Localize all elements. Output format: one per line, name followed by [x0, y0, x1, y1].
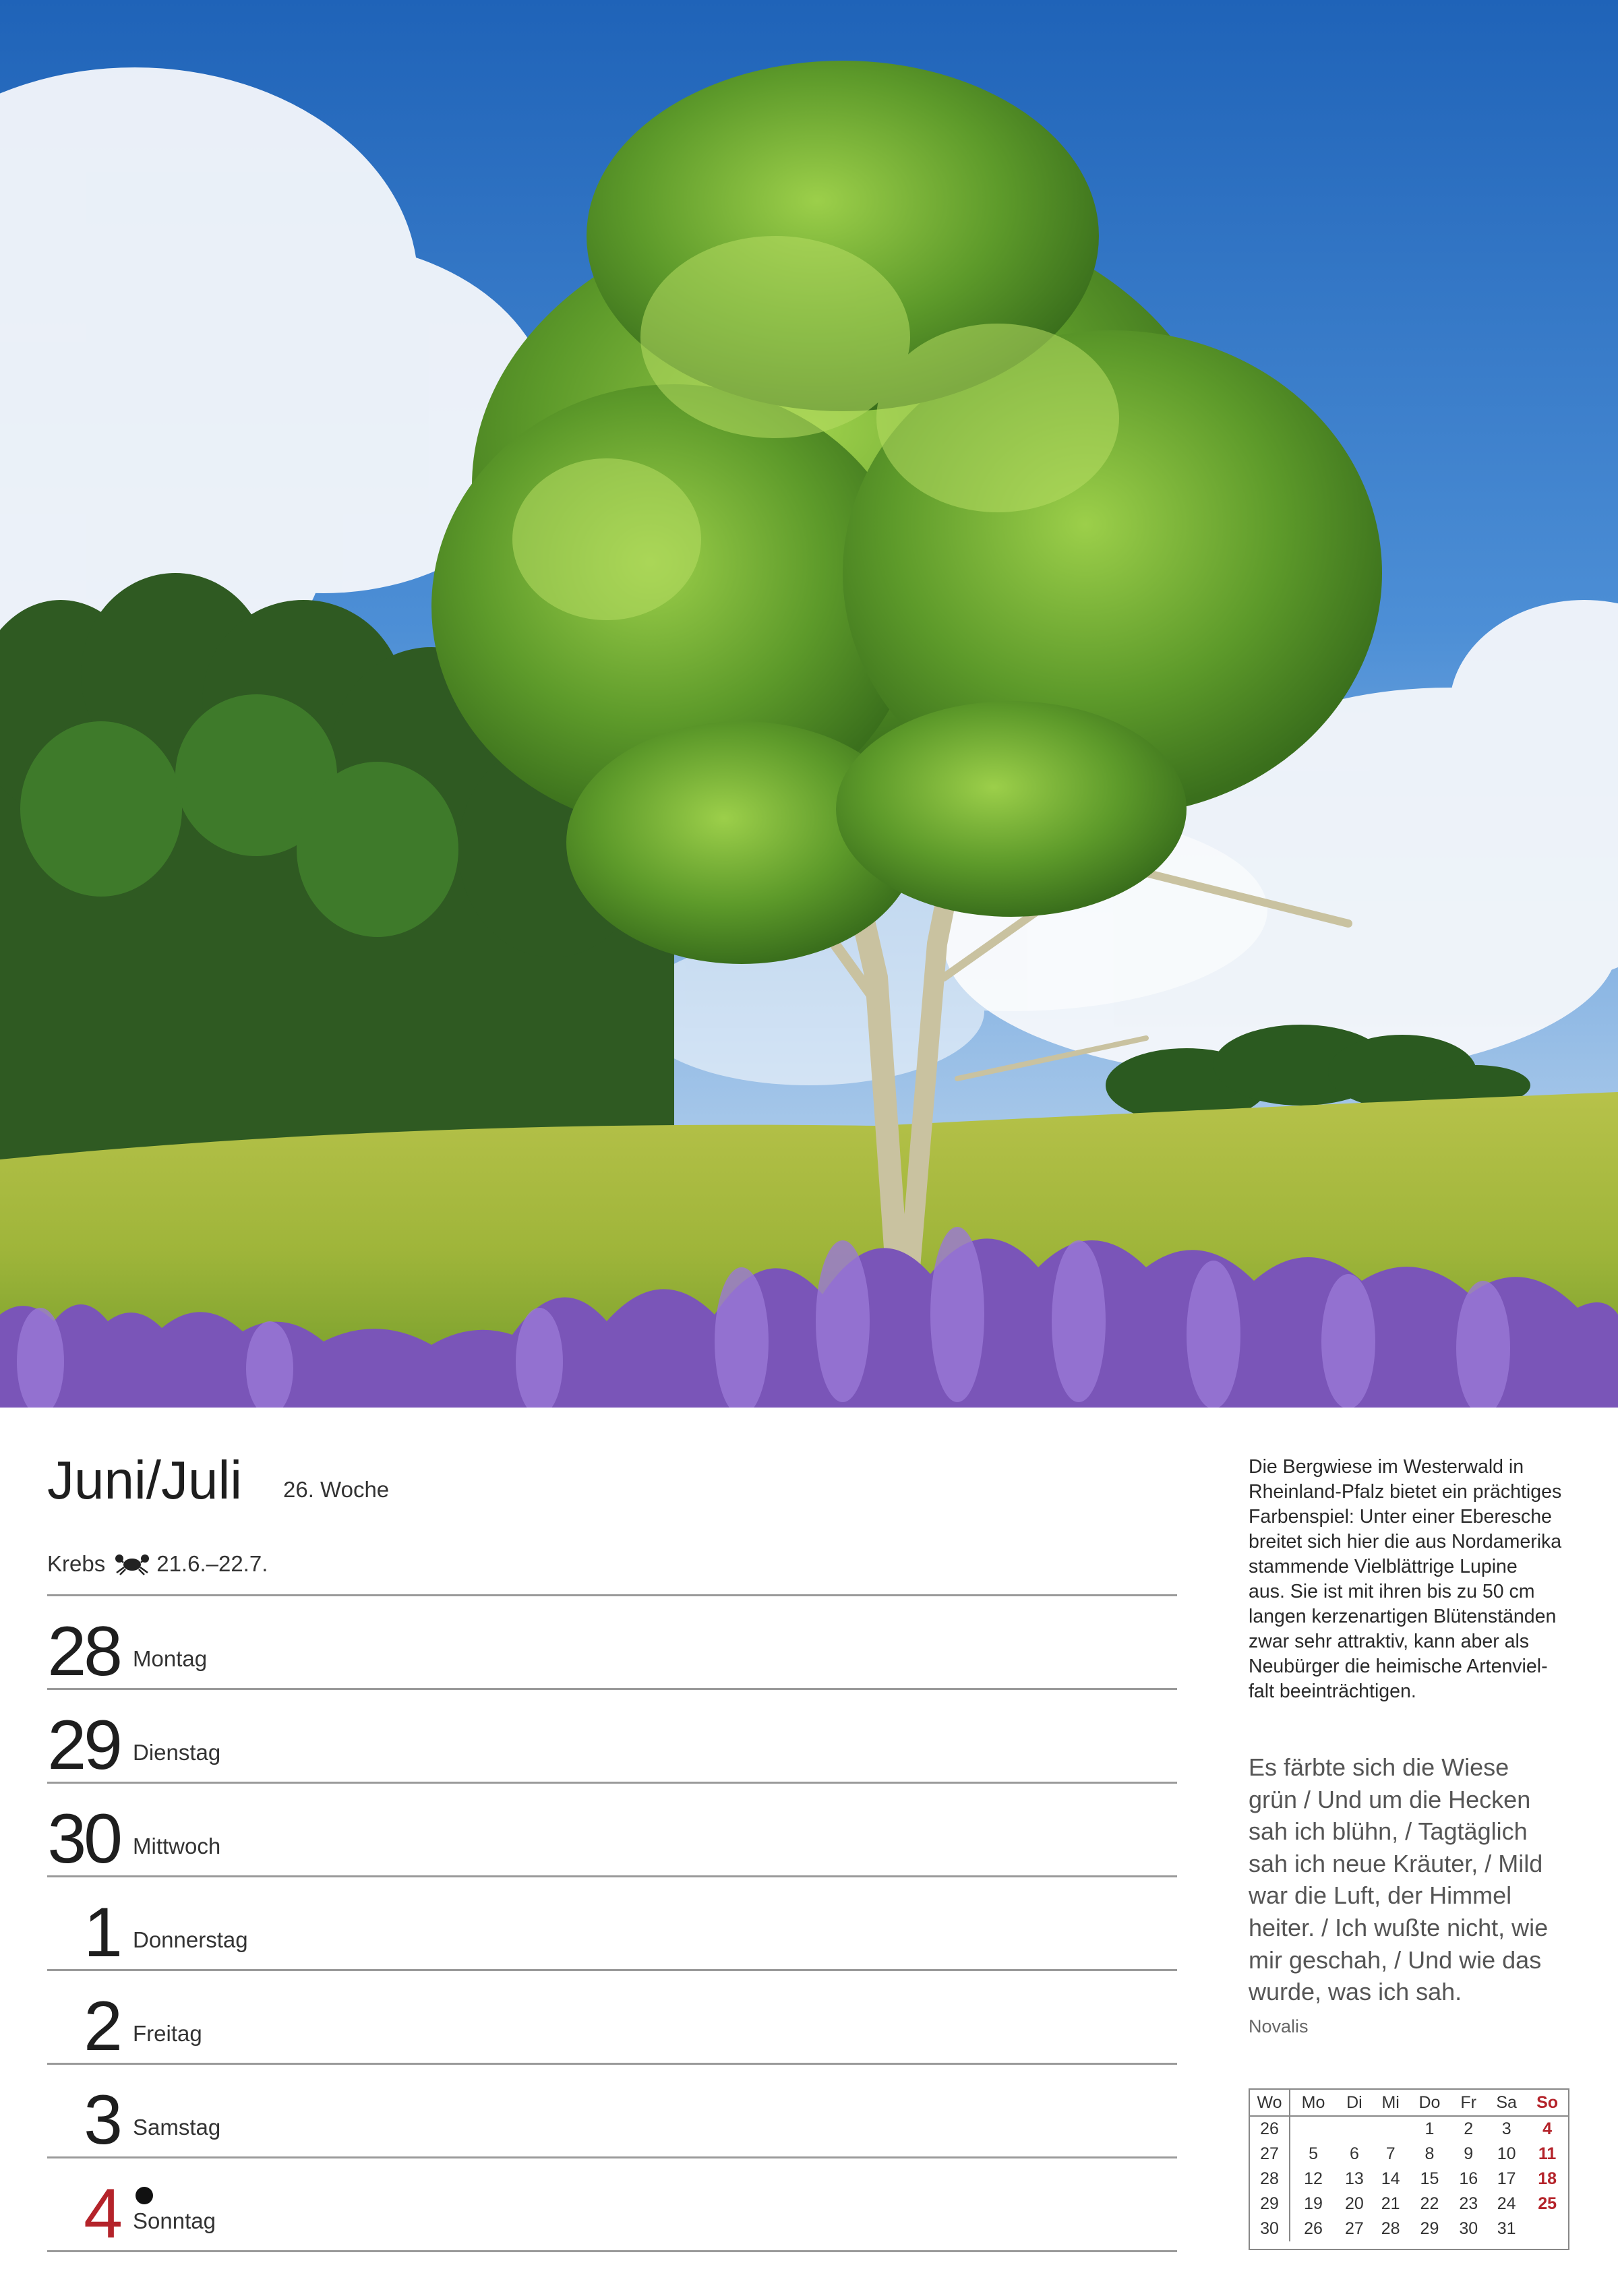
full-moon-icon: [136, 2187, 153, 2204]
zodiac-dates: 21.6.–22.7.: [156, 1551, 268, 1576]
text-line: Rheinland-Pfalz bietet ein prächtiges: [1249, 1481, 1562, 1503]
mini-calendar-day: [1373, 2116, 1409, 2142]
day-row[interactable]: [47, 2158, 1177, 2252]
mini-calendar-day: 23: [1459, 2194, 1478, 2213]
mini-calendar-day: 20: [1345, 2194, 1364, 2213]
mini-calendar-day: 25: [1538, 2194, 1557, 2213]
day-row[interactable]: [47, 1690, 1177, 1784]
text-line: falt beeinträchtigen.: [1249, 1681, 1416, 1702]
mini-calendar-week-number: 30: [1250, 2216, 1290, 2241]
mini-calendar-day: [1290, 2116, 1336, 2142]
day-row[interactable]: [47, 1596, 1177, 1690]
mini-calendar-day: 19: [1304, 2194, 1323, 2213]
mini-calendar-week: [1250, 2216, 1568, 2241]
zodiac-info: [47, 1550, 268, 1577]
mini-calendar-day: 18: [1538, 2169, 1557, 2188]
text-line: sah ich neue Kräuter, / Mild: [1249, 1849, 1543, 1877]
mini-calendar-day: 24: [1497, 2194, 1516, 2213]
mini-calendar-day: 30: [1459, 2219, 1478, 2238]
mini-calendar-day: 6: [1349, 2144, 1359, 2163]
weekday-name: Sonntag: [133, 2208, 216, 2233]
mini-calendar-day: 14: [1381, 2169, 1400, 2188]
mini-calendar-day: 8: [1425, 2144, 1435, 2163]
mini-calendar-day: 12: [1304, 2169, 1323, 2188]
mini-calendar-day: 10: [1497, 2144, 1516, 2163]
mini-calendar-header: [1250, 2090, 1568, 2116]
mini-calendar-week-number: 28: [1250, 2167, 1290, 2192]
mini-calendar-day: 3: [1501, 2119, 1511, 2138]
crab-icon: [113, 1552, 151, 1575]
text-line: aus. Sie ist mit ihren bis zu 50 cm: [1249, 1581, 1535, 1602]
photo-description: [1249, 1455, 1586, 1704]
text-line: war die Luft, der Himmel: [1249, 1881, 1512, 1910]
text-line: mir geschah, / Und wie das: [1249, 1945, 1542, 1974]
mini-calendar-day: 5: [1309, 2144, 1318, 2163]
weekday-name: Donnerstag: [133, 1927, 248, 1952]
mini-calendar-day: [1336, 2116, 1373, 2142]
mini-calendar-day: 9: [1464, 2144, 1474, 2163]
mini-calendar-day: 16: [1459, 2169, 1478, 2188]
text-line: Farbenspiel: Unter einer Eberesche: [1249, 1506, 1552, 1528]
mini-calendar-day: 28: [1381, 2219, 1400, 2238]
text-line: heiter. / Ich wußte nicht, wie: [1249, 1913, 1549, 1941]
mini-calendar-day: 13: [1345, 2169, 1364, 2188]
text-line: Neubürger die heimische Artenviel-: [1249, 1656, 1548, 1677]
day-number: 4: [84, 2175, 120, 2253]
mini-calendar-week-number: 29: [1250, 2192, 1290, 2216]
day-row[interactable]: [47, 1784, 1177, 1877]
mini-calendar-week: [1250, 2142, 1568, 2167]
day-row[interactable]: [47, 1971, 1177, 2065]
poem-quote: [1249, 1751, 1586, 2008]
weekday-name: Mittwoch: [133, 1834, 221, 1859]
mini-calendar-weekday: So: [1526, 2090, 1568, 2116]
text-line: breitet sich hier die aus Nordamerika: [1249, 1531, 1562, 1552]
mini-calendar-day: 2: [1464, 2119, 1474, 2138]
mini-calendar-day: 22: [1420, 2194, 1439, 2213]
mini-calendar-day: 21: [1381, 2194, 1400, 2213]
mini-calendar-day: 17: [1497, 2169, 1516, 2188]
mini-calendar-week-number: 26: [1250, 2116, 1290, 2142]
mini-calendar: [1249, 2088, 1569, 2250]
mini-calendar-day: [1526, 2216, 1568, 2241]
mini-calendar-week-number: 27: [1250, 2142, 1290, 2167]
text-line: grün / Und um die Hecken: [1249, 1785, 1531, 1813]
weekday-name: Montag: [133, 1646, 208, 1671]
day-number: 1: [84, 1894, 120, 1972]
mini-calendar-week: [1250, 2192, 1568, 2216]
day-number: 3: [84, 2081, 120, 2159]
mini-calendar-day: 29: [1420, 2219, 1439, 2238]
day-number: 29: [47, 1706, 120, 1784]
mini-calendar-weekday: Mo: [1290, 2090, 1336, 2116]
mini-calendar-day: 15: [1420, 2169, 1439, 2188]
mini-calendar-day: 27: [1345, 2219, 1364, 2238]
day-list: [47, 1594, 1177, 2252]
quote-author: Novalis: [1249, 2016, 1309, 2036]
mini-calendar-weekday: Do: [1409, 2090, 1451, 2116]
text-line: sah ich blühn, / Tagtäglich: [1249, 1817, 1528, 1846]
weekday-name: Samstag: [133, 2115, 221, 2140]
text-line: wurde, was ich sah.: [1249, 1978, 1462, 2006]
mini-calendar-weekday: Wo: [1250, 2090, 1290, 2116]
mini-calendar-weekday: Mi: [1373, 2090, 1409, 2116]
mini-calendar-day: 26: [1304, 2219, 1323, 2238]
mini-calendar-day: 4: [1542, 2119, 1553, 2138]
mini-calendar-weekday: Di: [1336, 2090, 1373, 2116]
zodiac-sign: Krebs: [47, 1551, 106, 1576]
day-row[interactable]: [47, 2065, 1177, 2158]
mini-calendar-day: 7: [1385, 2144, 1396, 2163]
mini-calendar-weekday: Fr: [1450, 2090, 1487, 2116]
mini-calendar-week: [1250, 2167, 1568, 2192]
week-number: 26. Woche: [283, 1477, 390, 1502]
mini-calendar-body: [1250, 2116, 1568, 2241]
text-line: langen kerzenartigen Blütenständen: [1249, 1606, 1557, 1627]
text-line: Es färbte sich die Wiese: [1249, 1753, 1509, 1781]
text-line: Die Bergwiese im Westerwald in: [1249, 1456, 1524, 1478]
weekday-name: Freitag: [133, 2021, 202, 2046]
mini-calendar-day: 11: [1538, 2144, 1557, 2163]
mini-calendar-week: [1250, 2116, 1568, 2142]
day-number: 2: [84, 1987, 120, 2065]
text-line: zwar sehr attraktiv, kann aber als: [1249, 1631, 1530, 1652]
day-number: 28: [47, 1612, 120, 1691]
mini-calendar-day: 1: [1425, 2119, 1435, 2138]
mini-calendar-weekday: Sa: [1487, 2090, 1526, 2116]
month-title: Juni/Juli: [47, 1450, 243, 1510]
day-row[interactable]: [47, 1877, 1177, 1971]
mini-calendar-day: 31: [1497, 2219, 1516, 2238]
day-number: 30: [47, 1800, 120, 1878]
weekday-name: Dienstag: [133, 1740, 221, 1765]
text-line: stammende Vielblättrige Lupine: [1249, 1556, 1518, 1577]
